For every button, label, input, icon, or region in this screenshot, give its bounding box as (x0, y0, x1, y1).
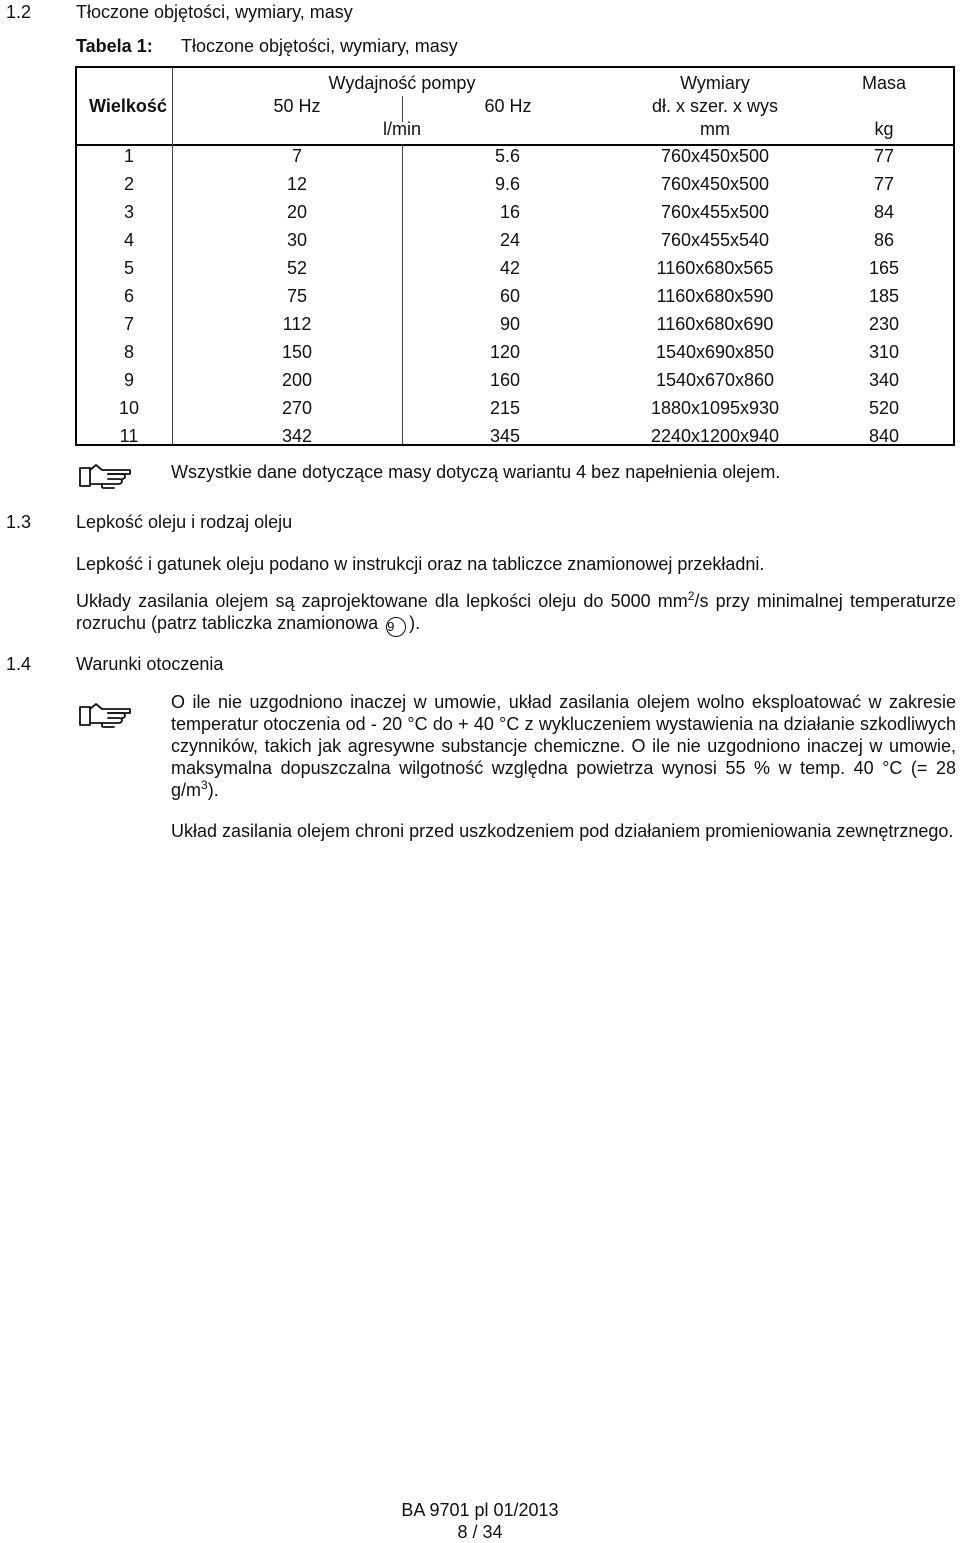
text-fragment: Układy zasilania olejem są zaprojektowane dla lepkości oleju do 5000 mm (76, 591, 688, 611)
cell-size: 6 (123, 286, 135, 306)
cell-mass: 185 (868, 286, 900, 306)
superscript: 3 (201, 778, 208, 792)
cell-flow-50hz: 75 (286, 286, 308, 306)
cell-size: 3 (123, 202, 135, 222)
pointing-hand-icon (78, 462, 134, 490)
cell-dimensions: 760x450x500 (660, 146, 770, 166)
header-50hz: 50 Hz (273, 96, 321, 116)
cell-dimensions: 760x450x500 (660, 174, 770, 194)
header-pump: Wydajność pompy (328, 73, 476, 93)
cell-size: 9 (123, 370, 135, 390)
cell-dimensions: 1880x1095x930 (650, 398, 780, 418)
paragraph-oil-viscosity: Lepkość i gatunek oleju podano w instrukcji oraz na tabliczce znamionowej przekładni. (76, 554, 765, 574)
cell-mass: 840 (868, 426, 900, 446)
cell-mass: 310 (868, 342, 900, 362)
cell-size: 5 (123, 258, 135, 278)
footer-page-number: 8 / 34 (457, 1522, 503, 1542)
paragraph-oil-supply (76, 590, 956, 637)
cell-flow-50hz: 200 (281, 370, 313, 390)
cell-flow-50hz: 12 (286, 174, 308, 194)
cell-dimensions: 1160x680x590 (656, 286, 774, 306)
cell-mass: 340 (868, 370, 900, 390)
cell-flow-60hz: 42 (499, 258, 520, 278)
cell-flow-50hz: 52 (286, 258, 308, 278)
cell-flow-60hz: 345 (489, 426, 520, 446)
note-mass-variant: Wszystkie dane dotyczące masy dotyczą wariantu 4 bez napełnienia olejem. (171, 462, 781, 482)
cell-mass: 77 (873, 174, 895, 194)
pointing-hand-icon (78, 701, 134, 729)
table-caption-label: Tabela 1: (76, 36, 153, 56)
cell-mass: 165 (868, 258, 900, 278)
cell-mass: 84 (873, 202, 895, 222)
cell-dimensions: 1160x680x565 (656, 258, 774, 278)
cell-size: 1 (123, 146, 135, 166)
cell-flow-60hz: 90 (499, 314, 520, 334)
cell-dimensions: 760x455x540 (660, 230, 770, 250)
cell-size: 8 (123, 342, 135, 362)
header-60hz: 60 Hz (484, 96, 532, 116)
cell-flow-60hz: 215 (489, 398, 520, 418)
cell-flow-50hz: 270 (281, 398, 313, 418)
header-mass-unit: kg (874, 119, 894, 139)
cell-size: 2 (123, 174, 135, 194)
column-divider (172, 68, 173, 444)
cell-flow-60hz: 16 (499, 202, 520, 222)
cell-flow-50hz: 112 (282, 314, 312, 334)
cell-flow-50hz: 7 (291, 146, 303, 166)
cell-flow-50hz: 20 (286, 202, 308, 222)
cell-dimensions: 760x455x500 (660, 202, 770, 222)
cell-flow-50hz: 150 (281, 342, 313, 362)
cell-flow-60hz: 24 (499, 230, 520, 250)
cell-dimensions: 2240x1200x940 (650, 426, 780, 446)
cell-mass: 520 (868, 398, 900, 418)
cell-dimensions: 1160x680x690 (656, 314, 774, 334)
cell-flow-50hz: 342 (281, 426, 313, 446)
cell-size: 10 (118, 398, 140, 418)
cell-flow-60hz: 120 (489, 342, 520, 362)
header-dims: Wymiary (680, 73, 750, 93)
cell-flow-60hz: 160 (489, 370, 520, 390)
text-fragment: O ile nie uzgodniono inaczej w umowie, układ zasilania olejem wolno eksploatować w zakresie temperatur otoczenia od - 20 °C do + 40 °C z wykluczeniem wystawienia na działanie szkodliwych czynników, takich jak agresywne substancje chemiczne. O ile nie uzgodniono inaczej w umowie, maksymalna dopuszczalna wilgotność względna powietrza wynosi 55 % w temp. 40 °C (= 28 g/m (171, 692, 956, 800)
header-dims-sub: dł. x szer. x wys (651, 96, 779, 116)
cell-dimensions: 1540x690x850 (655, 342, 775, 362)
cell-dimensions: 1540x670x860 (655, 370, 775, 390)
header-mass: Masa (861, 73, 907, 93)
paragraph-ambient-conditions (171, 691, 956, 801)
header-dims-unit: mm (700, 119, 730, 139)
cell-flow-60hz: 5.6 (494, 146, 520, 166)
superscript: 2 (687, 589, 695, 603)
section-title-1-4: Warunki otoczenia (76, 654, 224, 674)
cell-mass: 230 (868, 314, 900, 334)
cell-flow-50hz: 30 (286, 230, 308, 250)
circled-number-icon: 9 (386, 617, 406, 637)
text-fragment: ). (207, 780, 219, 800)
footer-doc-id: BA 9701 pl 01/2013 (401, 1500, 559, 1520)
section-number-1-2: 1.2 (6, 2, 32, 22)
cell-flow-60hz: 9.6 (494, 174, 520, 194)
cell-size: 7 (123, 314, 135, 334)
cell-flow-60hz: 60 (499, 286, 520, 306)
header-size: Wielkość (89, 96, 167, 116)
cell-size: 11 (119, 426, 139, 446)
table-caption-title: Tłoczone objętości, wymiary, masy (181, 36, 458, 56)
section-number-1-4: 1.4 (6, 654, 32, 674)
section-title-1-3: Lepkość oleju i rodzaj oleju (76, 512, 293, 532)
paragraph-radiation: Układ zasilania olejem chroni przed uszkodzeniem pod działaniem promieniowania zewnętrznego. (171, 821, 954, 841)
header-pump-unit: l/min (382, 119, 422, 139)
cell-size: 4 (123, 230, 135, 250)
column-divider (402, 144, 403, 444)
cell-mass: 77 (873, 146, 895, 166)
cell-mass: 86 (873, 230, 895, 250)
section-number-1-3: 1.3 (6, 512, 32, 532)
specs-table (75, 66, 955, 446)
text-fragment: /s przy minimalnej temperaturze rozruchu (patrz tabliczka znamionowa (76, 591, 956, 633)
section-title-1-2: Tłoczone objętości, wymiary, masy (76, 2, 353, 22)
text-fragment: ). (409, 613, 421, 633)
